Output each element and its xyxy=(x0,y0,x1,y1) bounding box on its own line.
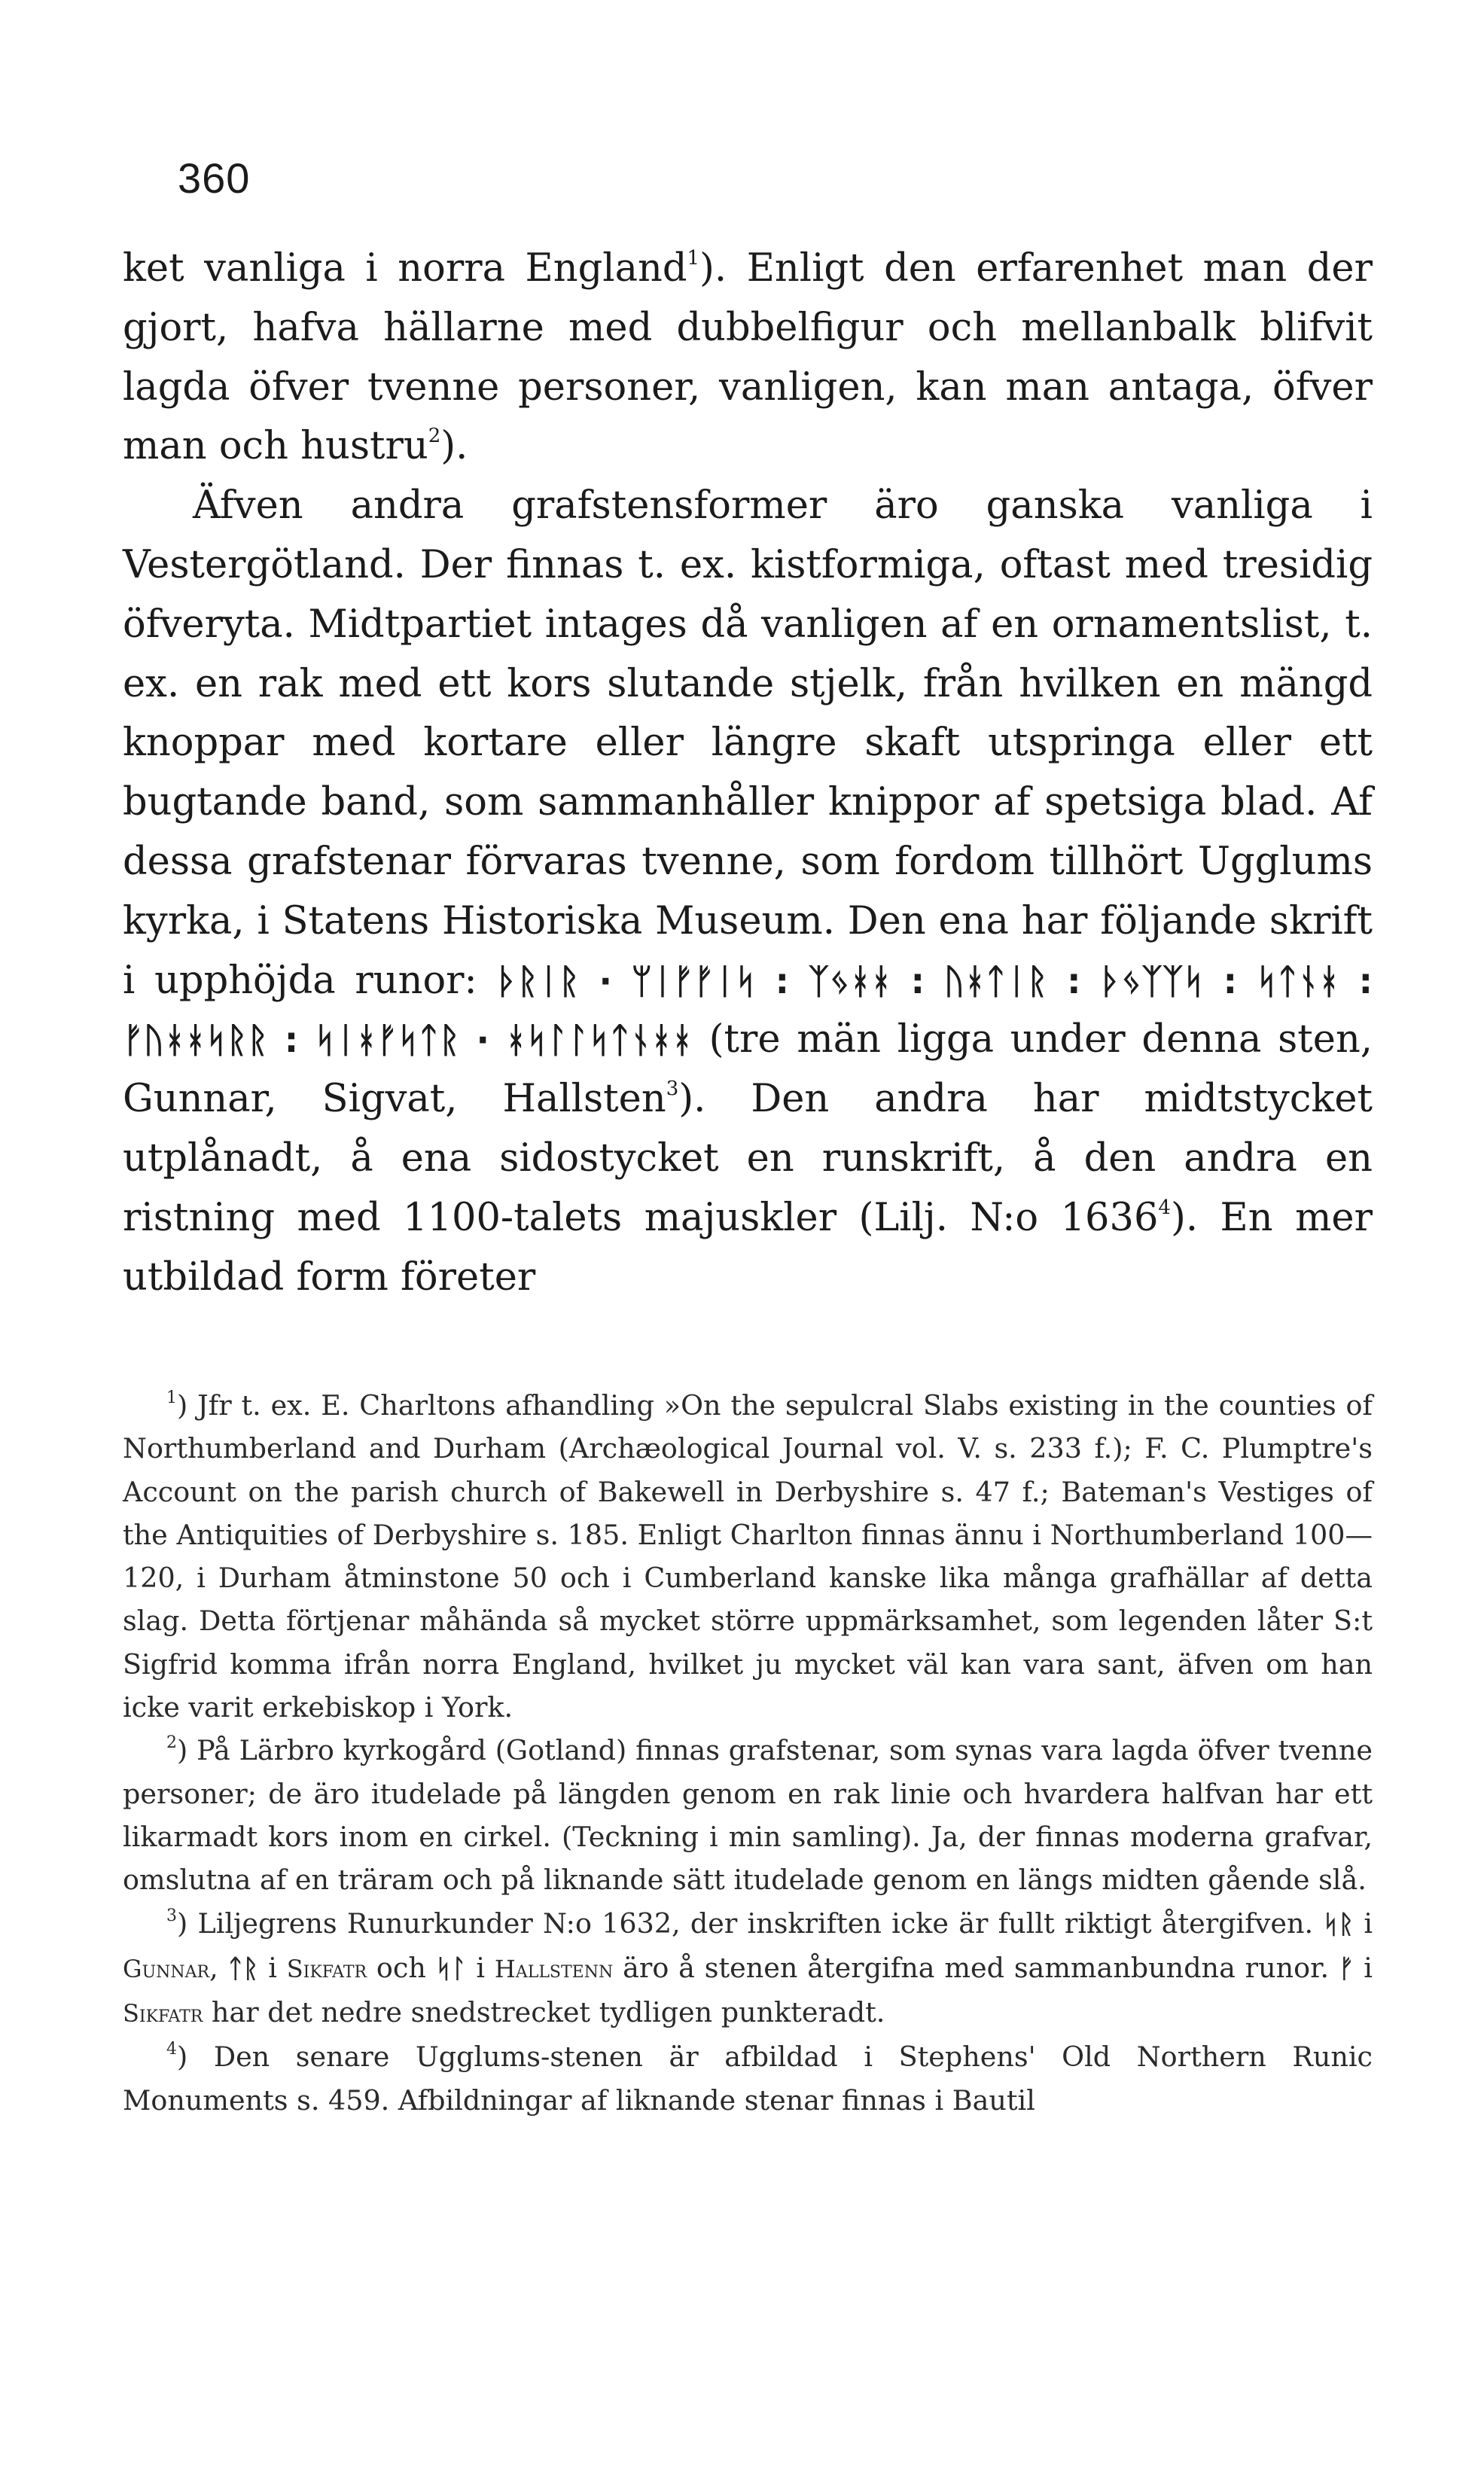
footnote-1-mark: 1 xyxy=(166,1388,177,1407)
p1-text-1: ket vanliga i norra England xyxy=(123,246,687,291)
footnote-3-text-5: och xyxy=(367,1951,436,1984)
footnote-3-rune-3: ᛋᛚ xyxy=(435,1953,467,1984)
footnote-3-text-9: har det nedre snedstrecket tydligen punkteradt. xyxy=(203,1996,885,2029)
p1-text-3: ). xyxy=(440,424,468,469)
footnote-3-rune-4: ᚠ xyxy=(1339,1953,1354,1984)
footnote-3-text-6: i xyxy=(466,1951,495,1984)
footnote-3 xyxy=(123,1902,1373,2036)
footnote-2-mark: 2 xyxy=(166,1733,177,1753)
footnote-ref-1: 1 xyxy=(687,247,700,270)
footnotes xyxy=(123,1384,1373,2122)
main-text xyxy=(123,239,1373,1307)
footnote-4-text: ) Den senare Ugglums-stenen är afbildad i Stephens' Old Northern Runic Monuments s. 459. Afbildningar af liknande stenar finnas i Bautil xyxy=(123,2041,1373,2117)
footnote-2 xyxy=(123,1729,1373,1901)
footnote-4 xyxy=(123,2035,1373,2122)
p2-text-4: ). En mer utbildad form företer xyxy=(123,1195,1373,1300)
p2-text-3: ). Den andra har midtstycket utplånadt, å ena sidostycket en runskrift, å den andra en ristning med 1100-talets majuskler (Lilj. N:o 1636 xyxy=(123,1077,1373,1240)
footnote-3-rune-1: ᛋᚱ xyxy=(1323,1909,1354,1940)
footnote-2-text: ) På Lärbro kyrkogård (Gotland) finnas grafstenar, som synas vara lagda öfver tvenne personer; de äro itudelade på längden genom en rak linie och hvardera halfvan har ett likarmadt kors inom en cirkel. (Teckning i min samling). Ja, der finnas moderna grafvar, omslutna af en träram och på liknande sätt itudelade genom en längs midten gående slå. xyxy=(123,1734,1373,1897)
footnote-3-text-8: i xyxy=(1354,1951,1373,1984)
rune-inscription: ᚦᚱᛁᚱ · ᛘᛁᚠᚠᛁᛋ : ᛉᛃᚼᚼ : ᚢᚼᛏᛁᚱ : ᚦᛃᛉᛉᛋ : ᛋᛏᚾᚼ : ᚠᚢᚼᚼᛋᚱᚱ : ᛋᛁᚼᚠᛋᛏᚱ · ᚼᛋᛚᛚᛋᛏᚾᚼᚼ xyxy=(123,960,1373,1061)
footnote-3-word-hallstenn: Hallstenn xyxy=(494,1954,614,1983)
footnote-3-mark: 3 xyxy=(166,1906,177,1925)
footnote-3-text-3: , xyxy=(209,1951,228,1984)
page-number: 360 xyxy=(178,154,251,202)
footnote-3-word-sikfatr-2: Sikfatr xyxy=(123,1999,203,2028)
footnote-3-text-2: i xyxy=(1354,1906,1373,1940)
footnote-1 xyxy=(123,1384,1373,1729)
footnote-4-mark: 4 xyxy=(166,2040,177,2059)
footnote-1-text: ) Jfr t. ex. E. Charltons afhandling »On the sepulcral Slabs existing in the counties of Northumberland and Durham (Archæological Journal vol. V. s. 233 f.); F. C. Plumptre's Account on the parish church of Bakewell in Derbyshire s. 47 f.; Bateman's Vestiges of the Antiquities of Derbyshire s. 185. Enligt Charlton finnas ännu i Northumberland 100—120, i Durham åtminstone 50 och i Cumberland kanske lika många grafhällar af detta slag. Detta förtjenar måhända så mycket större uppmärksamhet, som legenden låter S:t Sigfrid komma ifrån norra England, hvilket ju mycket väl kan vara sant, äfven om han icke varit erkebiskop i York. xyxy=(123,1389,1373,1724)
p2-text-1: Äfven andra grafstensformer äro ganska vanliga i Vestergötland. Der finnas t. ex. kistformiga, oftast med tresidig öfveryta. Midtpartiet intages då vanligen af en ornamentslist, t. ex. en rak med ett kors slutande stjelk, från hvilken en mängd knoppar med kortare eller längre skaft utspringa eller ett bugtande band, som sammanhåller knippor af spetsiga blad. Af dessa grafstenar förvaras tvenne, som fordom tillhört Ugglums kyrka, i Statens Historiska Museum. Den ena har följande skrift i upphöjda runor: xyxy=(123,483,1373,1003)
footnote-3-rune-2: ᛏᚱ xyxy=(227,1953,259,1984)
footnote-3-text-7: äro å stenen återgifna med sammanbundna runor. xyxy=(613,1951,1339,1984)
footnote-ref-3: 3 xyxy=(666,1077,679,1101)
p1-text-2: ). Enligt den erfarenhet man der gjort, hafva hällarne med dubbelfigur och mellanbalk blifvit lagda öfver tvenne personer, vanligen, kan man antaga, öfver man och hustru xyxy=(123,246,1373,469)
footnote-3-word-sikfatr: Sikfatr xyxy=(286,1954,367,1983)
p2-text-2: (tre män ligga under denna sten, Gunnar, Sigvat, Hallsten xyxy=(123,1017,1373,1122)
footnote-3-text-4: i xyxy=(258,1951,287,1984)
footnote-ref-4: 4 xyxy=(1158,1196,1171,1219)
footnote-3-text-1: ) Liljegrens Runurkunder N:o 1632, der inskriften icke är fullt riktigt återgifven. xyxy=(177,1906,1324,1940)
paragraph-1 xyxy=(123,239,1373,477)
footnote-3-word-gunnar: Gunnar xyxy=(123,1954,210,1983)
paragraph-2 xyxy=(123,477,1373,1307)
footnote-ref-2: 2 xyxy=(428,425,441,448)
